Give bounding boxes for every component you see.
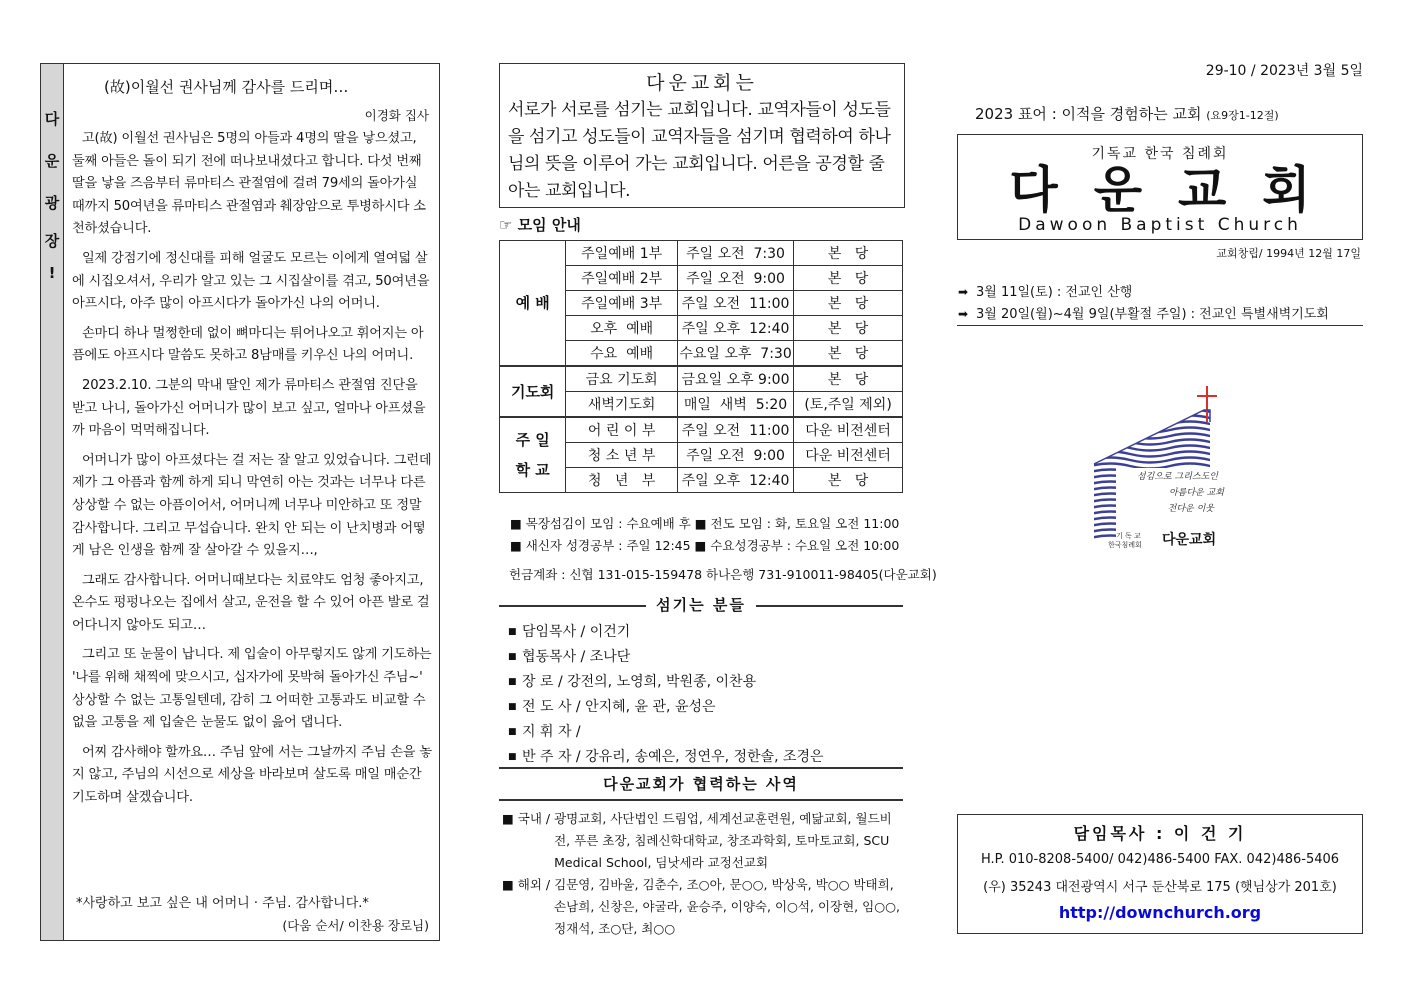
side-char: 다: [44, 110, 60, 128]
table-row: [500, 366, 903, 392]
letter-title: (故)이월선 권사님께 감사를 드리며…: [104, 78, 349, 96]
meeting-time: 매일 새벽 5:20: [677, 392, 793, 418]
cooperation-heading-box: [499, 767, 903, 801]
letter-paragraph: 일제 강점기에 정신대를 피해 얼굴도 모르는 이에게 열여덟 살에 시집오셔서, 우리가 알고 있는 그 시집살이를 겪고, 50여년을 아프시다, 아주 많이 아프시다가 돌아가신 나의 어머니.: [72, 250, 430, 312]
notice-list: [958, 281, 1362, 325]
church-name: 다운교회: [1009, 161, 1347, 219]
servants-heading: [499, 594, 903, 616]
logo-wave: [1090, 422, 1250, 427]
side-char: 운: [44, 152, 60, 170]
meeting-time: 주일 오전 11:00: [677, 417, 793, 443]
meeting-place: 다운 비전센터: [794, 417, 903, 443]
letter-paragraph: 2023.2.10. 그분의 막내 딸인 제가 류마티스 관절염 진단을 받고 나니, 돌아가신 어머니가 많이 보고 싶고, 얼마나 아프셨을까 마음이 먹먹해집니다.: [72, 377, 426, 439]
motto-reference: (요9장1-12절): [1206, 109, 1279, 122]
servant-text: 전 도 사 / 안지혜, 윤 관, 윤성은: [522, 699, 716, 715]
meetings-table: [499, 240, 903, 493]
logo-wave: [1090, 458, 1250, 463]
meeting-name: 청 년 부: [566, 468, 677, 493]
meeting-name: 주일예배 1부: [566, 241, 677, 266]
meeting-time: 주일 오전 9:00: [677, 443, 793, 468]
letter-paragraph: 그리고 또 눈물이 납니다. 제 입술이 아무렇지도 않게 기도하는 '나를 위해 채찍에 맞으시고, 십자가에 못박혀 돌아가신 주님~' 상상할 수 없는 고통일텐데, 감히 그 어떠한 고통과도 비교할 수 없을 고통을 제 입술은 눈물도 없이 읊어 댑니다.: [72, 647, 432, 731]
mission-box: [499, 63, 905, 208]
meeting-extras: [510, 513, 899, 557]
logo-wave: [1090, 428, 1250, 433]
notice-divider: [957, 325, 1363, 326]
logo-wave: [1090, 410, 1250, 415]
contact-address: (우) 35243 대전광역시 서구 둔산북로 175 (햇님상가 201호): [983, 880, 1337, 895]
logo-small-line1: 기 독 교: [1116, 532, 1141, 540]
meeting-time: 주일 오전 11:00: [677, 291, 793, 316]
list-item: ■ 지 휘 자 /: [508, 724, 581, 740]
list-item: ■ 반 주 자 / 강유리, 송예은, 정연우, 정한솔, 조경은: [508, 749, 824, 765]
servant-text: 장 로 / 강전의, 노영희, 박원종, 이찬용: [522, 674, 757, 690]
meeting-place: 본 당: [794, 468, 903, 493]
meeting-place: (토,주일 제외): [794, 392, 903, 418]
letter-paragraph: 어머니가 많이 아프셨다는 걸 저는 잘 알고 있었습니다. 그런데 제가 그 아픔과 함께 하게 되니 막연히 아는 것과는 너무나 다른 상상할 수 없는 아픔이어서, 어머니께 너무나 미안하고 또 정말 감사합니다. 그리고 무섭습니다. 완치 안 되는 이 난치병과 어떻게 남은 인생을 함께 잘 살아갈 수 있을지…,: [72, 452, 432, 559]
meetings-heading: ☞ 모임 안내: [499, 216, 581, 234]
founding-date: 교회창립/ 1994년 12월 17일: [1216, 247, 1361, 260]
servants-heading-text: 섬기는 분들: [646, 596, 756, 614]
meeting-name: 새벽기도회: [566, 392, 677, 418]
logo-line: 섬김으로 그리스도인: [1136, 472, 1218, 482]
servant-text: 협동목사 / 조나단: [522, 649, 631, 665]
meeting-place: 다운 비전센터: [794, 443, 903, 468]
foreign-list: 김문영, 김바울, 김춘수, 조○아, 문○○, 박상욱, 박○○ 박태희, 손남희, 신창은, 야굴라, 윤승주, 이양숙, 이○석, 이장현, 임○○, 정재석, 조○단, 최○○: [554, 877, 900, 936]
cooperation-foreign: [502, 874, 902, 940]
logo-small-line2: 한국침례회: [1108, 541, 1142, 549]
meeting-time: 주일 오후 12:40: [677, 468, 793, 493]
letter-closing: *사랑하고 보고 싶은 내 어머니 · 주님. 감사합니다.*: [76, 896, 369, 911]
year-motto: [975, 103, 1279, 124]
letter-content: [64, 64, 439, 940]
side-char: !: [48, 264, 56, 282]
meeting-name: 오후 예배: [566, 316, 677, 341]
letter-author: 이경화 집사: [364, 108, 429, 123]
contact-phone: H.P. 010-8208-5400/ 042)486-5400 FAX. 042)486-5406: [980, 852, 1340, 867]
side-char: 장: [44, 232, 60, 250]
notice-text: 3월 20일(월)~4월 9일(부활절 주일) : 전교인 특별새벽기도회: [976, 307, 1329, 322]
letter-paragraph: 어찌 감사해야 할까요… 주님 앞에 서는 그날까지 주님 손을 놓지 않고, 주님의 시선으로 세상을 바라보며 살도록 매일 매순간 기도하며 살겠습니다.: [72, 744, 432, 806]
domestic-list: 광명교회, 사단법인 드림업, 세계선교훈련원, 예닮교회, 월드비전, 푸른 초장, 침례신학대학교, 창조과학회, 토마토교회, SCU Medical School, 딤낫세라 교정선교회: [554, 811, 892, 870]
motto-text: 2023 표어 : 이적을 경험하는 교회: [975, 105, 1202, 123]
denomination: 기독교 한국 침례회: [1091, 146, 1229, 162]
meeting-group: 기도회: [500, 366, 566, 417]
notice-text: 3월 11일(토) : 전교인 산행: [976, 285, 1133, 300]
meeting-place: 본 당: [794, 291, 903, 316]
meeting-place: 본 당: [794, 316, 903, 341]
meeting-name: 금요 기도회: [566, 366, 677, 392]
meeting-group: 예 배: [500, 241, 566, 367]
logo-wave: [1090, 416, 1250, 421]
bank-account: 헌금계좌 : 신협 131-015-159478 하나은행 731-910011-98405(다운교회): [509, 567, 937, 582]
pastor-info-box: [957, 814, 1363, 934]
mission-title: 다운교회는: [646, 72, 758, 94]
meeting-name: 수요 예배: [566, 341, 677, 367]
logo-line: 전다운 이웃: [1167, 504, 1214, 514]
meeting-time: 주일 오전 7:30: [677, 241, 793, 266]
servant-text: 반 주 자 / 강유리, 송예은, 정연우, 정한솔, 조경은: [522, 749, 824, 765]
meeting-place: 본 당: [794, 241, 903, 266]
meeting-name: 주일예배 3부: [566, 291, 677, 316]
meeting-name: 어 린 이 부: [566, 417, 677, 443]
issue-number: 29-10 / 2023년 3월 5일: [1205, 63, 1363, 79]
letter-paragraph: 그래도 감사합니다. 어머니때보다는 치료약도 엄청 좋아지고, 온수도 펑펑나오는 집에서 살고, 운전을 할 수 있어 아픈 발로 걸어다니지 않아도 되고…: [72, 572, 430, 633]
church-name-english: Dawoon Baptist Church: [1018, 215, 1302, 235]
letter-body: [72, 128, 433, 817]
cooperation-domestic: [502, 808, 902, 874]
extra-line: ■ 목장섬김이 모임 : 수요예배 후 ■ 전도 모임 : 화, 토요일 오전 11:00: [510, 516, 900, 531]
pastor-title: 담임목사 : 이 건 기: [1073, 824, 1247, 843]
extra-line: ■ 새신자 성경공부 : 주일 12:45 ■ 수요성경공부 : 수요일 오전 10:00: [510, 538, 900, 553]
letter-paragraph: 손마디 하나 멀쩡한데 없이 뼈마디는 튀어나오고 휘어지는 아픔에도 아프시다 말씀도 못하고 8남매를 키우신 나의 어머니.: [72, 325, 424, 364]
list-item: ■ 장 로 / 강전의, 노영희, 박원종, 이찬용: [508, 674, 757, 690]
website-link[interactable]: http://downchurch.org: [1058, 903, 1262, 922]
side-char: 광: [44, 194, 60, 212]
list-item: ■ 전 도 사 / 안지혜, 윤 관, 윤성은: [508, 699, 716, 715]
letter-signature: (다움 순서/ 이찬용 장로님): [282, 918, 429, 933]
list-item: ■ 협동목사 / 조나단: [508, 649, 631, 665]
logo-wave: [1090, 434, 1250, 439]
logo-line: 아름다운 교회: [1168, 488, 1224, 498]
table-row: [500, 417, 903, 443]
letter-side-title: [41, 64, 64, 940]
meeting-time: 수요일 오후 7:30: [677, 341, 793, 367]
logo-church-name: 다운교회: [1162, 532, 1217, 548]
letter-paragraph: 고(故) 이월선 권사님은 5명의 아들과 4명의 딸을 낳으셨고, 둘째 아들은 돌이 되기 전에 떠나보내셨다고 합니다. 다섯 번째 딸을 낳을 즈음부터 류마티스 관절염에 걸려 79세의 돌아가실 때까지 50여년을 류마티스 관절염과 췌장암으로 투병하시다 소천하셨습니다.: [72, 131, 426, 237]
servant-text: 담임목사 / 이건기: [522, 624, 631, 640]
meeting-time: 주일 오전 9:00: [677, 266, 793, 291]
meeting-time: 금요일 오후 9:00: [677, 366, 793, 392]
logo-wave: [1090, 440, 1250, 445]
notice-item: [958, 303, 1362, 325]
meeting-place: 본 당: [794, 341, 903, 367]
arrow-icon: ➡: [958, 285, 969, 299]
letter-panel: [40, 63, 440, 941]
servant-text: 지 휘 자 /: [522, 724, 581, 740]
church-logo: [1090, 382, 1250, 560]
meeting-place: 본 당: [794, 266, 903, 291]
servants-list: [508, 620, 824, 770]
logo-wave: [1090, 446, 1250, 451]
notice-item: [958, 281, 1362, 303]
list-item: ■ 담임목사 / 이건기: [508, 624, 631, 640]
mission-text: 서로가 서로를 섬기는 교회입니다. 교역자들이 성도들을 섬기고 성도들이 교역자들을 섬기며 협력하여 하나님의 뜻을 이루어 가는 교회입니다. 어른을 공경할 줄 아는 교회입니다.: [508, 100, 891, 201]
meeting-name: 청 소 년 부: [566, 443, 677, 468]
meeting-time: 주일 오후 12:40: [677, 316, 793, 341]
meeting-group: 주 일 학 교: [500, 417, 566, 493]
meeting-place: 본 당: [794, 366, 903, 392]
logo-wave: [1090, 464, 1250, 469]
church-title-box: [957, 134, 1363, 240]
cooperation-heading: 다운교회가 협력하는 사역: [603, 775, 799, 793]
foreign-label: ■ 해외 /: [502, 877, 555, 892]
arrow-icon: ➡: [958, 307, 969, 321]
domestic-label: ■ 국내 /: [502, 811, 555, 826]
table-row: [500, 241, 903, 266]
meeting-name: 주일예배 2부: [566, 266, 677, 291]
church-logo-graphic: [1090, 382, 1250, 560]
